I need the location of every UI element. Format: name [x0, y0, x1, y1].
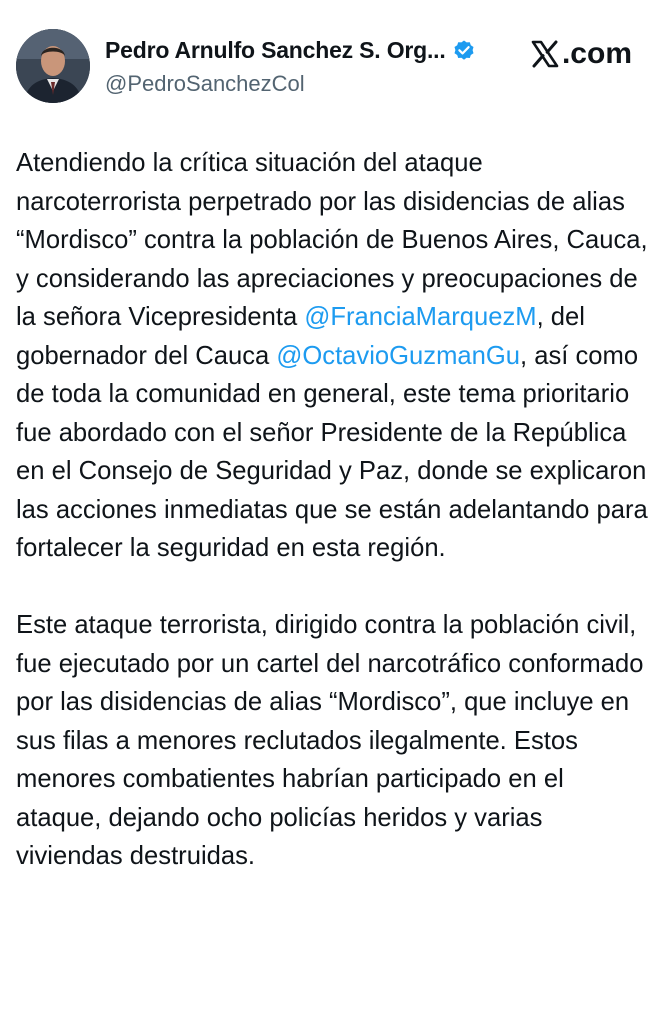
- tweet-text-part-1: Atendiendo la crítica situación del ataque narcoterrorista perpetrado por las disidencias de alias “Mordisco” contra la población de Buenos Aires, Cauca, y considerando las apreciaciones y preocupaciones de la señora Vicepresidenta: [16, 149, 648, 331]
- tweet-text-part-3: , así como de toda la comunidad en general, este tema prioritario fue abordado con el señor Presidente de la República en el Consejo de Seguridad y Paz, donde se explicaron las acciones inmediatas que se están adelantando para fortalecer la seguridad en esta región.: [16, 341, 648, 562]
- profile-photo-icon: [16, 29, 90, 103]
- verified-badge-icon: [452, 39, 476, 63]
- author-name-row: [105, 37, 476, 64]
- mention-link-francia[interactable]: @FranciaMarquezM: [304, 303, 537, 331]
- avatar[interactable]: [16, 29, 90, 103]
- tweet-paragraph-2: Este ataque terrorista, dirigido contra la población civil, fue ejecutado por un cartel del narcotráfico conformado por las disidencias de alias “Mordisco”, que incluye en sus filas a menores reclutados ilegalmente. Estos menores combatientes habrían participado en el ataque, dejando ocho policías heridos y varias viviendas destruidas.: [16, 611, 644, 870]
- mention-link-octavio[interactable]: @OctavioGuzmanGu: [276, 341, 521, 370]
- tweet-body: [16, 144, 648, 876]
- author-handle[interactable]: @PedroSanchezCol: [105, 71, 305, 96]
- brand-label: .com: [561, 37, 632, 70]
- tweet-paragraph-1: [16, 144, 648, 568]
- author-display-name[interactable]: Pedro Arnulfo Sanchez S. Org...: [105, 37, 446, 63]
- x-logo-icon: [530, 39, 560, 69]
- tweet-text-part-2: , del gobernador del Cauca: [16, 303, 585, 370]
- tweet-header: [16, 29, 636, 105]
- brand-x-com: [530, 37, 632, 71]
